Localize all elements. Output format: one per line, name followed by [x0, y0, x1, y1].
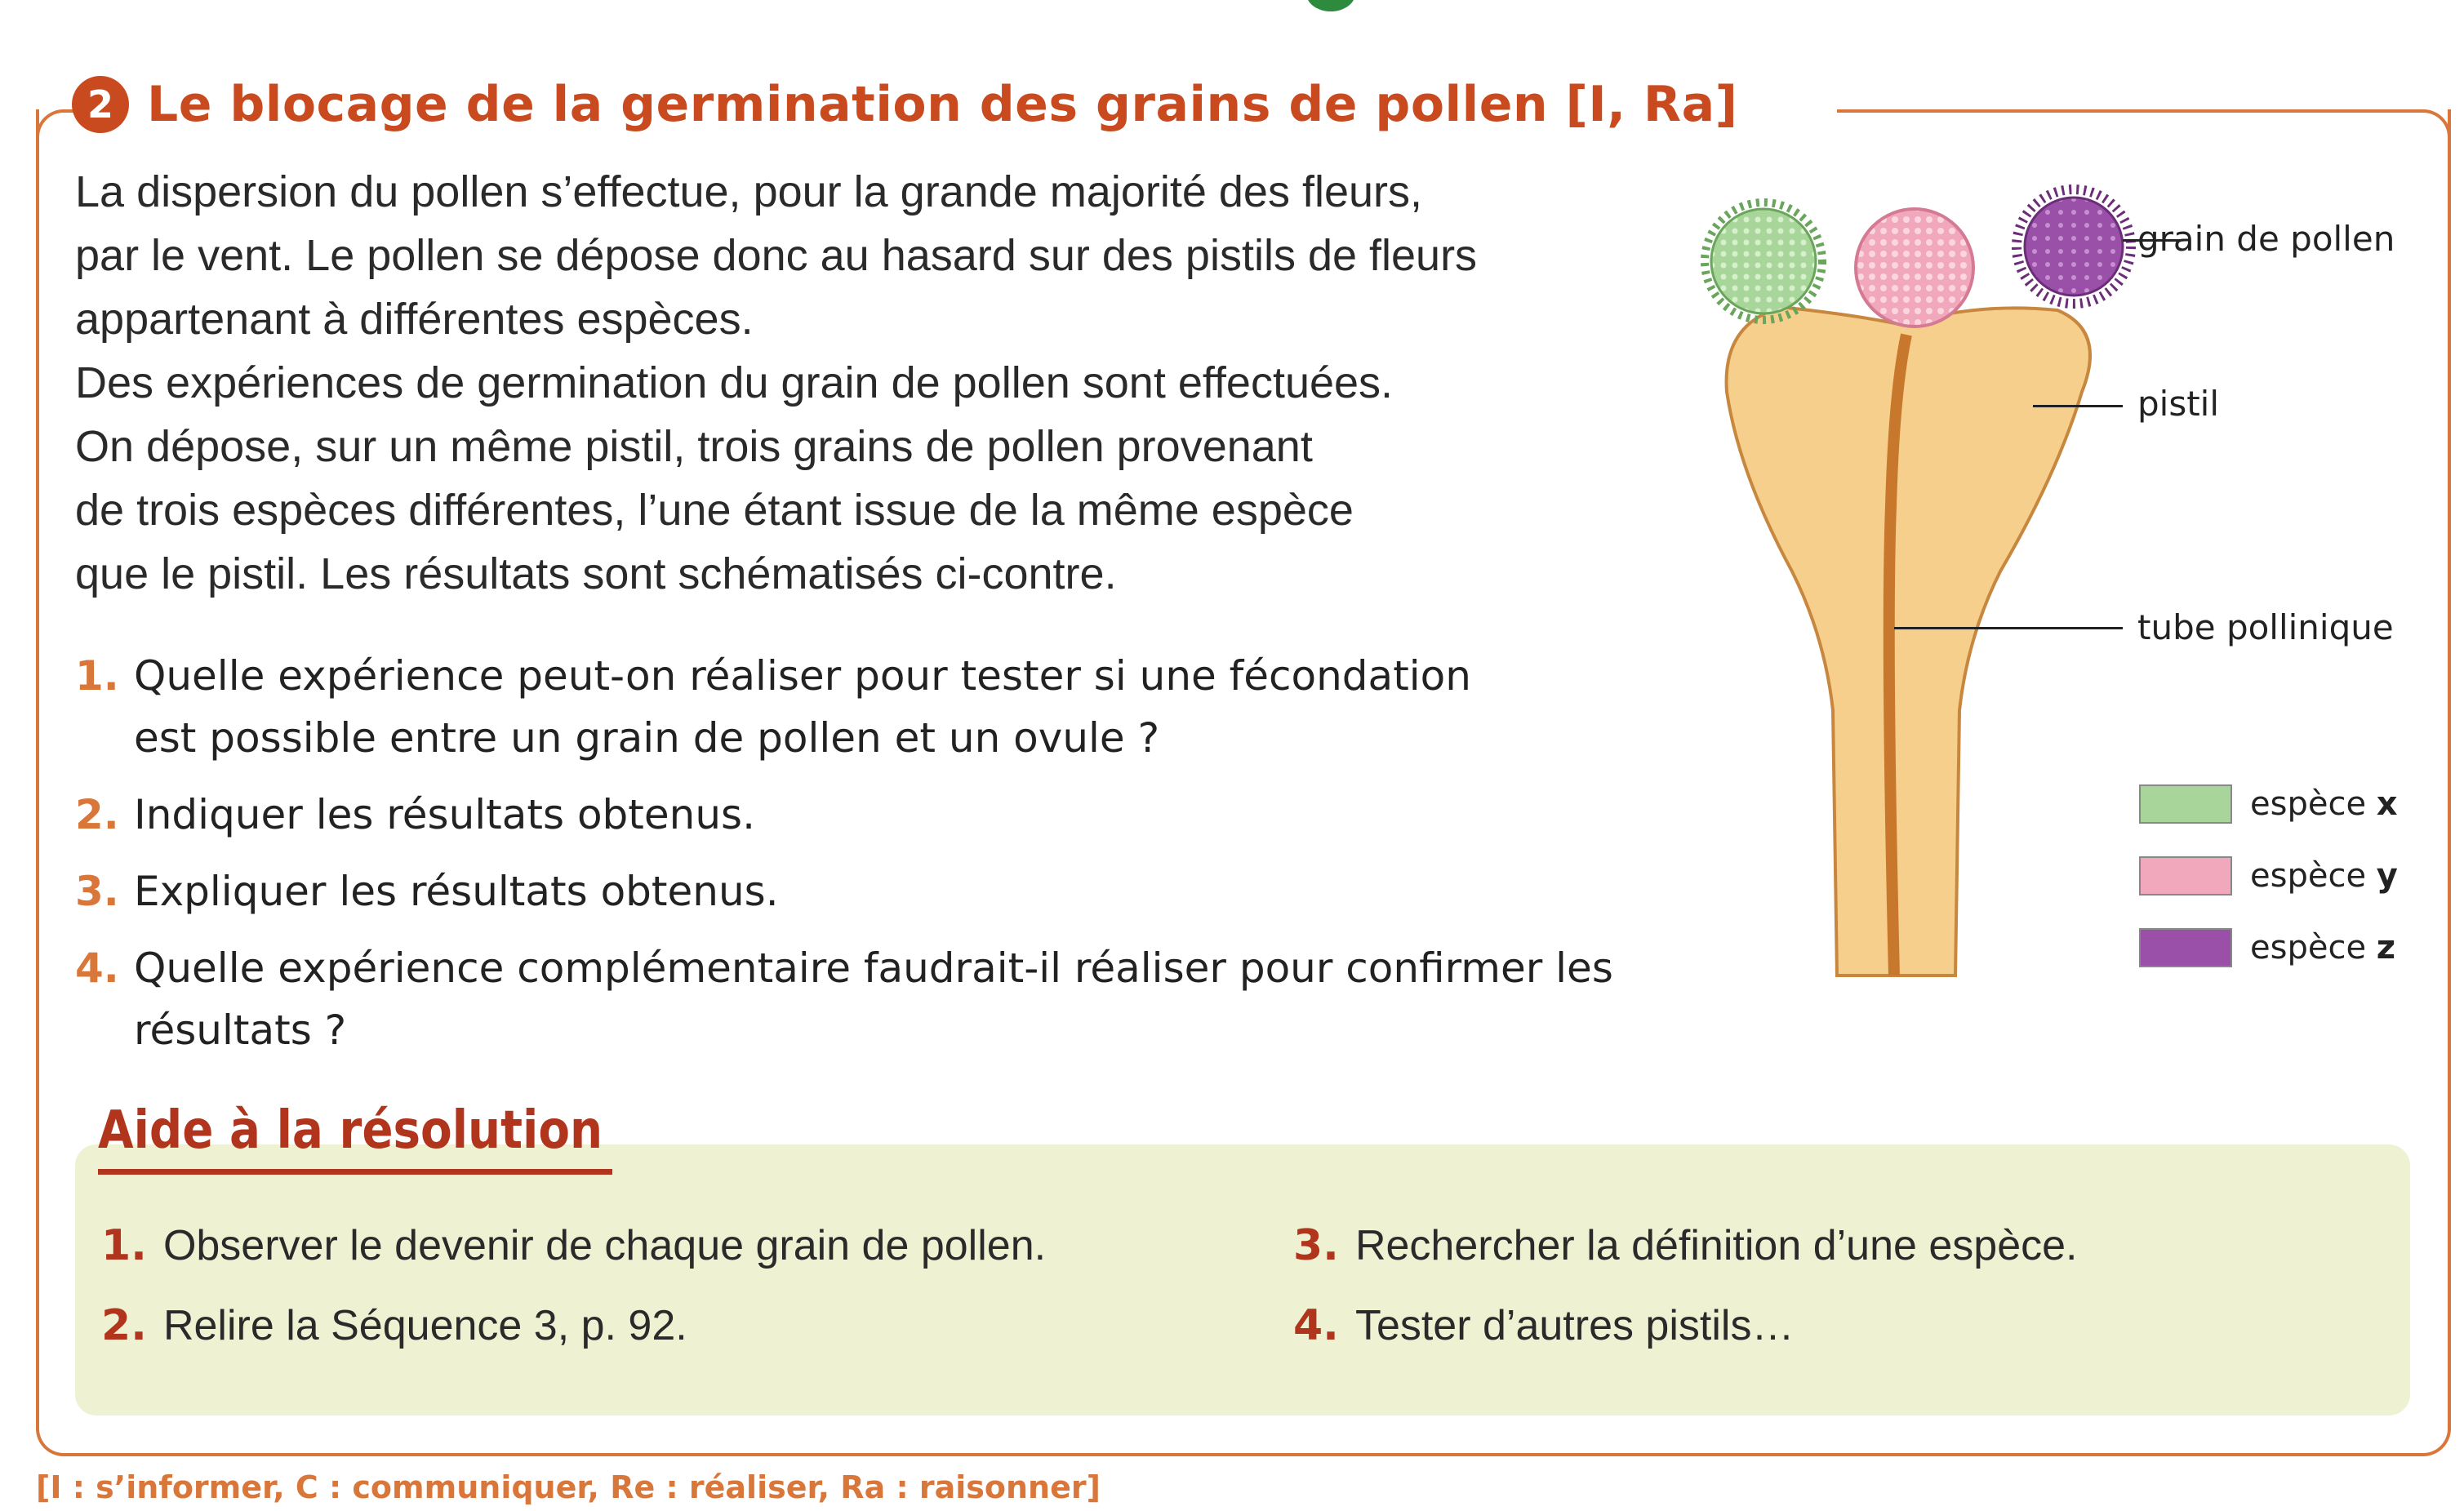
- pollen-grain-y: [1856, 209, 1973, 327]
- help-item: [101, 1221, 1046, 1270]
- intro-line: Des expériences de germination du grain de pollen sont effectuées.: [75, 358, 1394, 407]
- help-number: 3.: [1293, 1221, 1339, 1270]
- legend-swatch-y: [2139, 856, 2232, 895]
- species-legend: [2139, 775, 2398, 991]
- intro-line: par le vent. Le pollen se dépose donc au hasard sur des pistils de fleurs: [75, 231, 1478, 280]
- pollen-grain-x: [1705, 202, 1822, 320]
- intro-line: La dispersion du pollen s’effectue, pour la grande majorité des fleurs,: [75, 167, 1423, 216]
- legend-label: espèce y: [2250, 857, 2398, 895]
- help-text: Rechercher la définition d’une espèce.: [1354, 1222, 2078, 1269]
- intro-line: appartenant à différentes espèces.: [75, 295, 754, 344]
- help-text: Observer le devenir de chaque grain de pollen.: [162, 1222, 1047, 1269]
- question-list: [75, 645, 1790, 1076]
- help-number: 4.: [1293, 1301, 1339, 1350]
- label-pollen-tube: tube pollinique: [2137, 607, 2394, 647]
- skills-legend-footer: [I : s’informer, C : communiquer, Re : réaliser, Ra : raisonner]: [36, 1469, 1101, 1505]
- legend-swatch-x: [2139, 784, 2232, 824]
- question-text: Expliquer les résultats obtenus.: [134, 868, 779, 915]
- legend-swatch-z: [2139, 928, 2232, 967]
- exercise-title: Le blocage de la germination des grains de pollen [I, Ra]: [147, 76, 1738, 133]
- question-text: Indiquer les résultats obtenus.: [134, 791, 755, 838]
- question-number: 2.: [75, 791, 119, 838]
- question-number: 1.: [75, 652, 119, 700]
- help-text: Tester d’autres pistils…: [1354, 1302, 1795, 1349]
- question-text: Quelle expérience complémentaire faudrait-il réaliser pour confirmer les résultats ?: [134, 944, 1613, 1054]
- help-title-underline: [98, 1169, 612, 1175]
- intro-line: de trois espèces différentes, l’une étant issue de la même espèce: [75, 486, 1354, 535]
- label-pollen-grain: grain de pollen: [2137, 219, 2395, 259]
- intro-paragraph: [75, 160, 1626, 606]
- tube-leader-line: [1894, 627, 2123, 629]
- exercise-number-badge: 2: [72, 76, 129, 133]
- help-number: 1.: [101, 1221, 147, 1270]
- help-title: Aide à la résolution: [98, 1100, 603, 1161]
- legend-item: [2139, 919, 2398, 976]
- question-text: Quelle expérience peut-on réaliser pour tester si une fécondation est possible entre un grain de pollen et un ovule ?: [134, 652, 1471, 762]
- exercise-header: [72, 65, 1738, 144]
- intro-line: On dépose, sur un même pistil, trois grains de pollen provenant: [75, 422, 1313, 471]
- top-decoration: [1306, 0, 1355, 11]
- question-item: [75, 937, 1790, 1061]
- legend-label: espèce x: [2250, 785, 2398, 823]
- question-number: 3.: [75, 868, 119, 915]
- pollen-grain-z: [2017, 189, 2131, 304]
- intro-line: que le pistil. Les résultats sont schématisés ci-contre.: [75, 549, 1117, 598]
- label-pistil: pistil: [2137, 384, 2220, 424]
- pistil-shape: [1727, 301, 2090, 975]
- help-number: 2.: [101, 1301, 147, 1350]
- pistil-diagram: [1649, 180, 2155, 988]
- legend-item: [2139, 847, 2398, 904]
- question-item: [75, 860, 1790, 922]
- help-item: [101, 1301, 687, 1350]
- question-number: 4.: [75, 944, 119, 992]
- question-item: [75, 645, 1790, 769]
- help-box: [75, 1144, 2410, 1415]
- question-item: [75, 784, 1790, 846]
- legend-item: [2139, 775, 2398, 833]
- help-item: [1293, 1301, 1794, 1350]
- pistil-leader-line: [2033, 405, 2123, 407]
- help-text: Relire la Séquence 3, p. 92.: [162, 1302, 687, 1349]
- legend-label: espèce z: [2250, 929, 2396, 967]
- help-item: [1293, 1221, 2078, 1270]
